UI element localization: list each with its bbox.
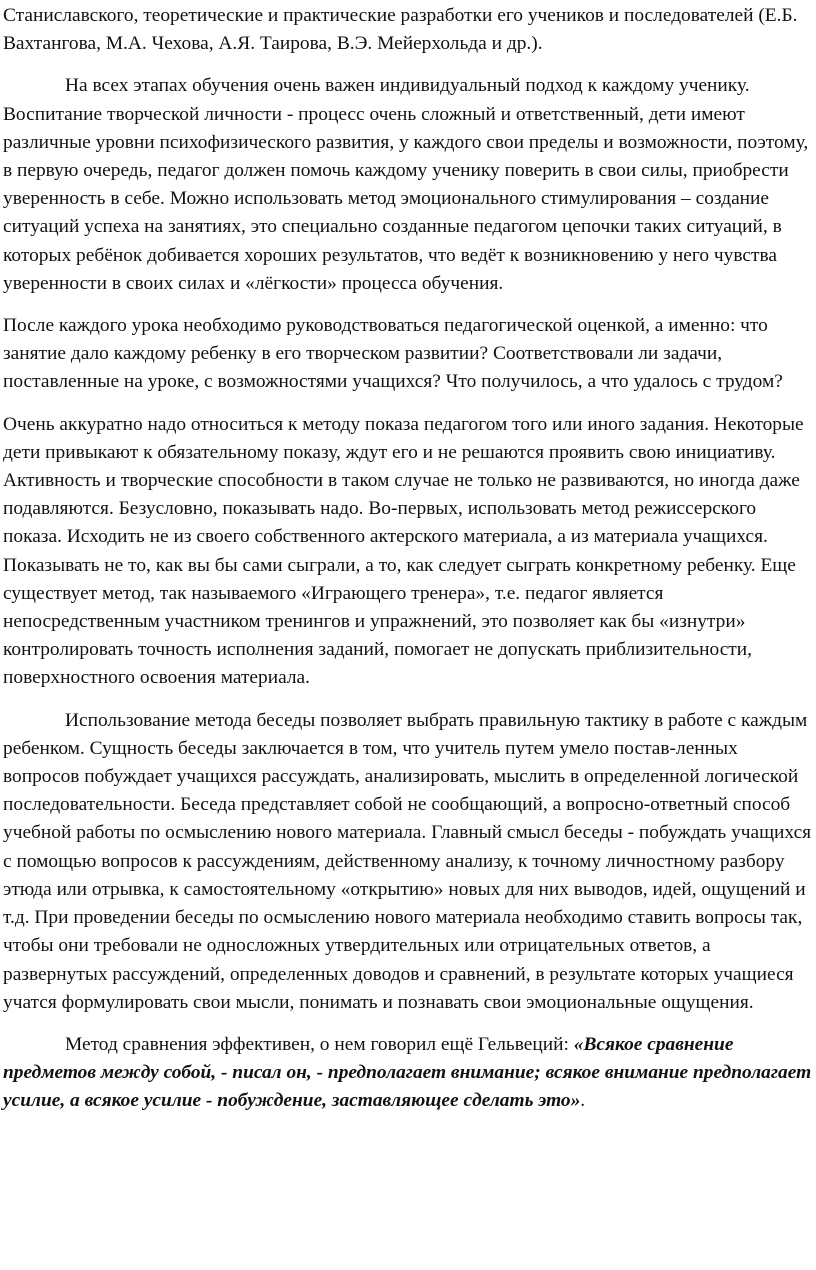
paragraph-2: На всех этапах обучения очень важен индивидуальный подход к каждому ученику. Воспитание творческой личности - процесс очень сложный и ответственный, дети имеют различные уровни психофизического развития, у каждого свои пределы и возможности, поэтому, в первую очередь, педагог должен помочь каждому ученику поверить в свои силы, приобрести уверенность в себе. Можно использовать метод эмоционального стимулирования – создание ситуаций успеха на занятиях, это специально созданные педагогом цепочки таких ситуаций, в которых ребёнок добивается хороших результатов, что ведёт к возникновению у него чувства уверенности в своих силах и «лёгкости» процесса обучения. xyxy=(3,75,809,294)
paragraph-6-tail: . xyxy=(580,1090,586,1112)
paragraph-6 xyxy=(3,1031,813,1116)
paragraph-5: Использование метода беседы позволяет выбрать правильную тактику в работе с каждым ребенком. Сущность беседы заключается в том, что учитель путем умело постав-ленных вопросов побуждает учащихся рассуждать, анализировать, мыслить в определенной логической последовательности. Беседа представляет собой не сообщающий, а вопросно-ответный способ учебной работы по осмыслению нового материала. Главный смысл беседы - побуждать учащихся с помощью вопросов к рассуждениям, действенному анализу, к точному личностному разбору этюда или отрывка, к самостоятельному «открытию» новых для них выводов, идей, ощущений и т.д. При проведении беседы по осмыслению нового материала необходимо ставить вопросы так, чтобы они требовали не односложных утвердительных или отрицательных ответов, а развернутых рассуждений, определенных доводов и сравнений, в результате которых учащиеся учатся формулировать свои мысли, понимать и познавать свои эмоциональные ощущения. xyxy=(3,709,812,1013)
paragraph-3: После каждого урока необходимо руководствоваться педагогической оценкой, а именно: что занятие дало каждому ребенку в его творческом развитии? Соответствовали ли задачи, поставленные на уроке, с возможностями учащихся? Что получилось, а что удалось с трудом? xyxy=(3,315,783,393)
paragraph-6-lead: Метод сравнения эффективен, о нем говорил ещё Гельвеций: xyxy=(65,1033,574,1055)
paragraph-4: Очень аккуратно надо относиться к методу показа педагогом того или иного задания. Некоторые дети привыкают к обязательному показу, ждут его и не решаются проявить свою инициативу. Активность и творческие способности в таком случае не только не развиваются, но иногда даже подавляются. Безусловно, показывать надо. Во-первых, использовать метод режиссерского показа. Исходить не из своего собственного актерского материала, а из материала учащихся. Показывать не то, как вы бы сами сыграли, а то, как следует сыграть конкретному ребенку. Еще существует метод, так называемого «Играющего тренера», т.е. педагог является непосредственным участником тренингов и упражнений, это позволяет как бы «изнутри» контролировать точность исполнения заданий, помогает не допускать приблизительности, поверхностного освоения материала. xyxy=(3,413,804,689)
helvetius-quote: «Всякое сравнение предметов между собой, - писал он, - предполагает внимание; всякое внимание предполагает усилие, а всякое усилие - побуждение, заставляющее сделать это» xyxy=(3,1033,812,1112)
paragraph-1: Станиславского, теоретические и практические разработки его учеников и последователей (Е.Б. Вахтангова, М.А. Чехова, А.Я. Таирова, В.Э. Мейерхольда и др.). xyxy=(3,5,798,55)
